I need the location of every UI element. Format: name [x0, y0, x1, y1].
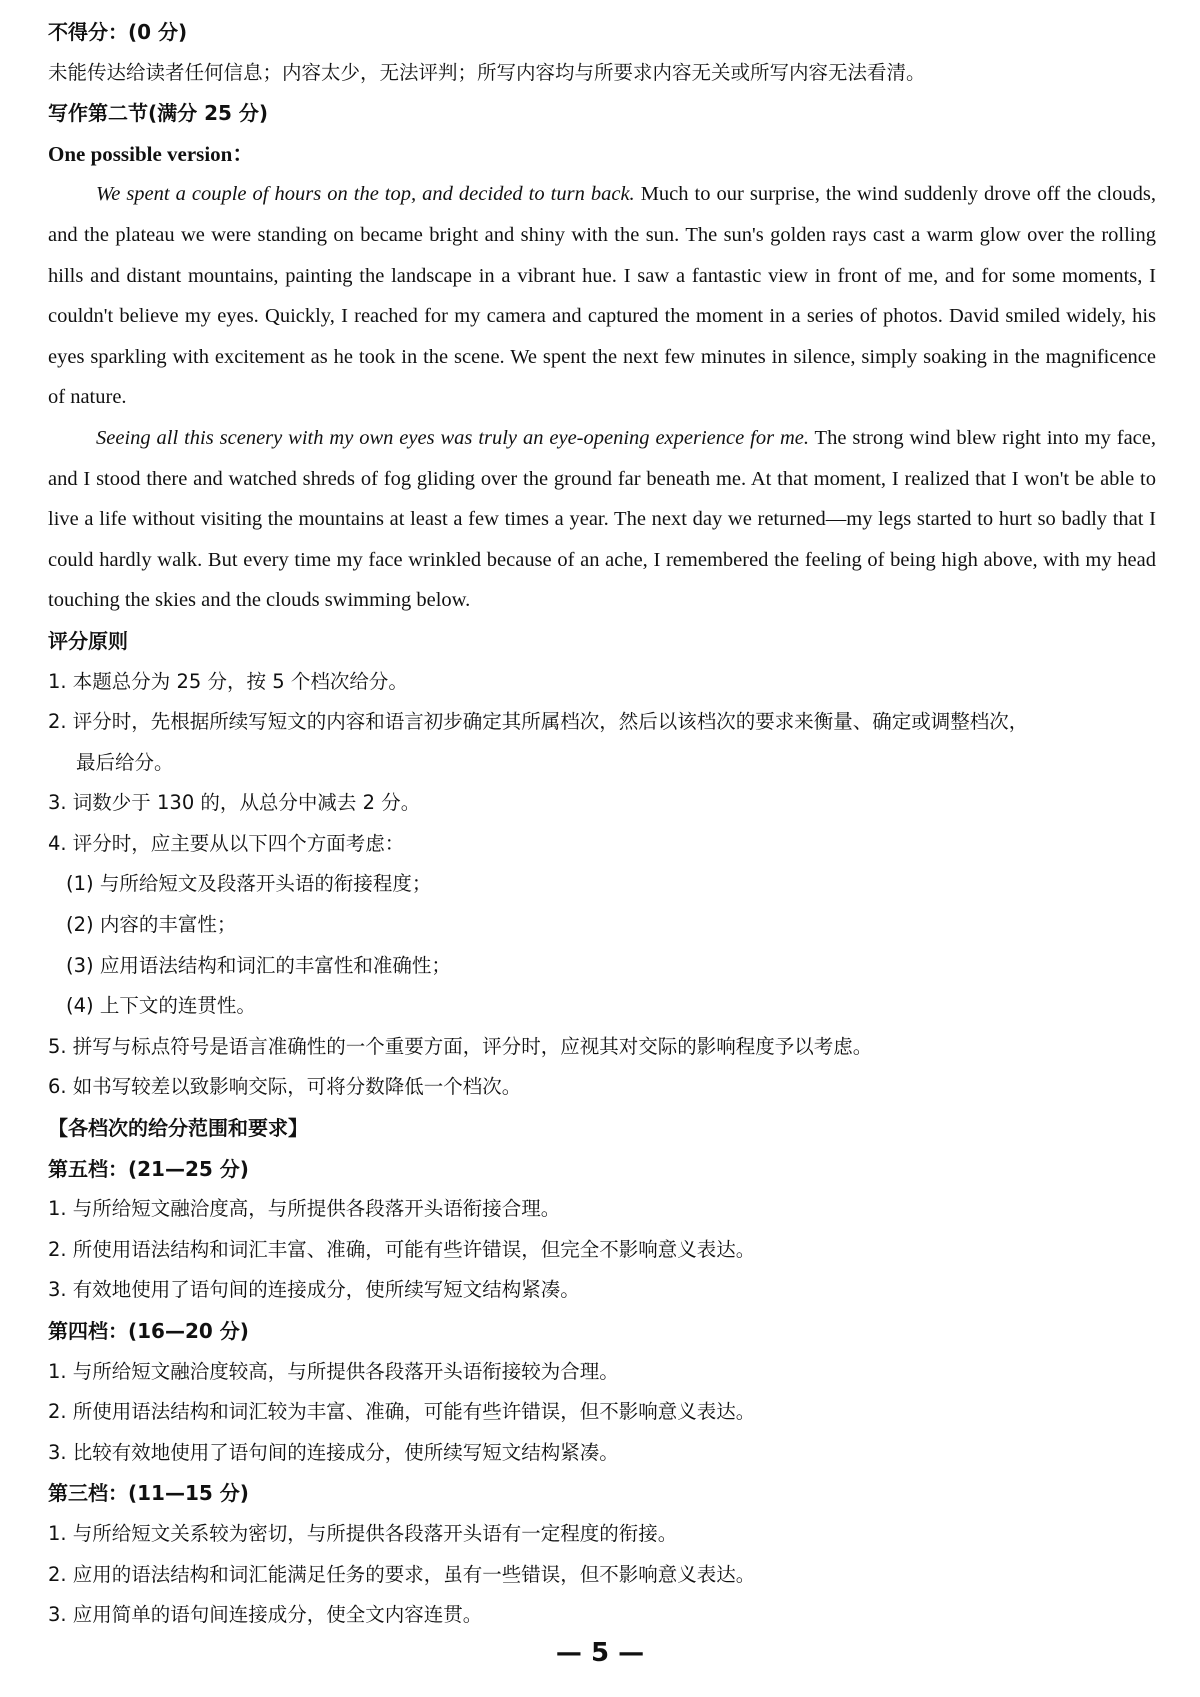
section-title: 写作第二节(满分 25 分): [48, 101, 269, 126]
essay-paragraph-2-body: The strong wind blew right into my face, and I stood there and watched shreds of fog gliding over the ground far beneath me. At that moment, I realized that I won't be able to live a life without visiting the mountains at least a few times a year. The next day we returned—my legs started to hurt so badly that I could hardly walk. But every time my face wrinkled because of an ache, I remembered the feeling of being high above, with my head touching the skies and the clouds swimming below.: [48, 426, 1156, 612]
criteria-item-6: 6. 如书写较差以致影响交际，可将分数降低一个档次。: [48, 1075, 522, 1099]
criteria-item-4: 4. 评分时，应主要从以下四个方面考虑：: [48, 831, 405, 855]
criteria-item-3: 3. 词数少于 130 的，从总分中减去 2 分。: [48, 791, 421, 815]
criteria-sub-2: (2) 内容的丰富性；: [66, 913, 237, 937]
level-4-item-1: 1. 与所给短文融洽度较高，与所提供各段落开头语衔接较为合理。: [48, 1359, 619, 1383]
essay-paragraph-1-body: Much to our surprise, the wind suddenly drove off the clouds, and the plateau we were standing on became bright and shiny with the sun. The sun's golden rays cast a warm glow over the rolling hills and distant mountains, painting the landscape in a vibrant hue. I saw a fantastic view in front of me, and for some moments, I couldn't believe my eyes. Quickly, I reached for my camera and captured the moment in a series of photos. David smiled widely, his eyes sparkling with excitement as he took in the scene. We spent the next few minutes in silence, simply soaking in the magnificence of nature.: [48, 183, 1156, 409]
no-score-title: 不得分：(0 分): [48, 20, 188, 44]
no-score-description: 未能传达给读者任何信息；内容太少，无法评判；所写内容均与所要求内容无关或所写内容无法看清。: [48, 60, 926, 84]
criteria-sub-1: (1) 与所给短文及段落开头语的衔接程度；: [66, 872, 432, 896]
level-3-item-1: 1. 与所给短文关系较为密切，与所提供各段落开头语有一定程度的衔接。: [48, 1521, 678, 1545]
level-3-title: 第三档：(11—15 分): [48, 1481, 249, 1506]
level-3-item-2: 2. 应用的语法结构和词汇能满足任务的要求，虽有一些错误，但不影响意义表达。: [48, 1562, 756, 1586]
level-5-item-3: 3. 有效地使用了语句间的连接成分，使所续写短文结构紧凑。: [48, 1278, 580, 1302]
level-4-title: 第四档：(16—20 分): [48, 1319, 249, 1343]
sample-essay: [48, 174, 1156, 621]
level-5-title: 第五档：(21—25 分): [48, 1156, 249, 1181]
criteria-title: 评分原则: [48, 628, 128, 653]
criteria-item-1: 1. 本题总分为 25 分，按 5 个档次给分。: [48, 669, 408, 693]
criteria-item-2: 2. 评分时，先根据所续写短文的内容和语言初步确定其所属档次，然后以该档次的要求来衡量、确定或调整档次，: [48, 710, 1029, 734]
criteria-item-5: 5. 拼写与标点符号是语言准确性的一个重要方面，评分时，应视其对交际的影响程度予以考虑。: [48, 1034, 873, 1058]
criteria-item-2-cont: 最后给分。: [76, 750, 174, 774]
version-label: One possible version：: [48, 141, 254, 166]
level-5-item-1: 1. 与所给短文融洽度高，与所提供各段落开头语衔接合理。: [48, 1197, 561, 1221]
essay-paragraph-1-lead: We spent a couple of hours on the top, and decided to turn back.: [96, 183, 635, 206]
criteria-sub-4: (4) 上下文的连贯性。: [66, 994, 256, 1018]
essay-paragraph-2-lead: Seeing all this scenery with my own eyes was truly an eye-opening experience for me.: [96, 426, 810, 449]
level-4-item-3: 3. 比较有效地使用了语句间的连接成分，使所续写短文结构紧凑。: [48, 1440, 619, 1464]
essay-paragraph-1: [48, 174, 1156, 418]
level-4-item-2: 2. 所使用语法结构和词汇较为丰富、准确，可能有些许错误，但不影响意义表达。: [48, 1400, 756, 1424]
essay-paragraph-2: [48, 418, 1156, 621]
levels-title: 【各档次的给分范围和要求】: [48, 1116, 308, 1141]
level-3-item-3: 3. 应用简单的语句间连接成分，使全文内容连贯。: [48, 1603, 483, 1627]
criteria-sub-3: (3) 应用语法结构和词汇的丰富性和准确性；: [66, 953, 451, 977]
page-number: — 5 —: [555, 1638, 645, 1668]
document-page: [48, 12, 1156, 1636]
level-5-item-2: 2. 所使用语法结构和词汇丰富、准确，可能有些许错误，但完全不影响意义表达。: [48, 1237, 756, 1261]
